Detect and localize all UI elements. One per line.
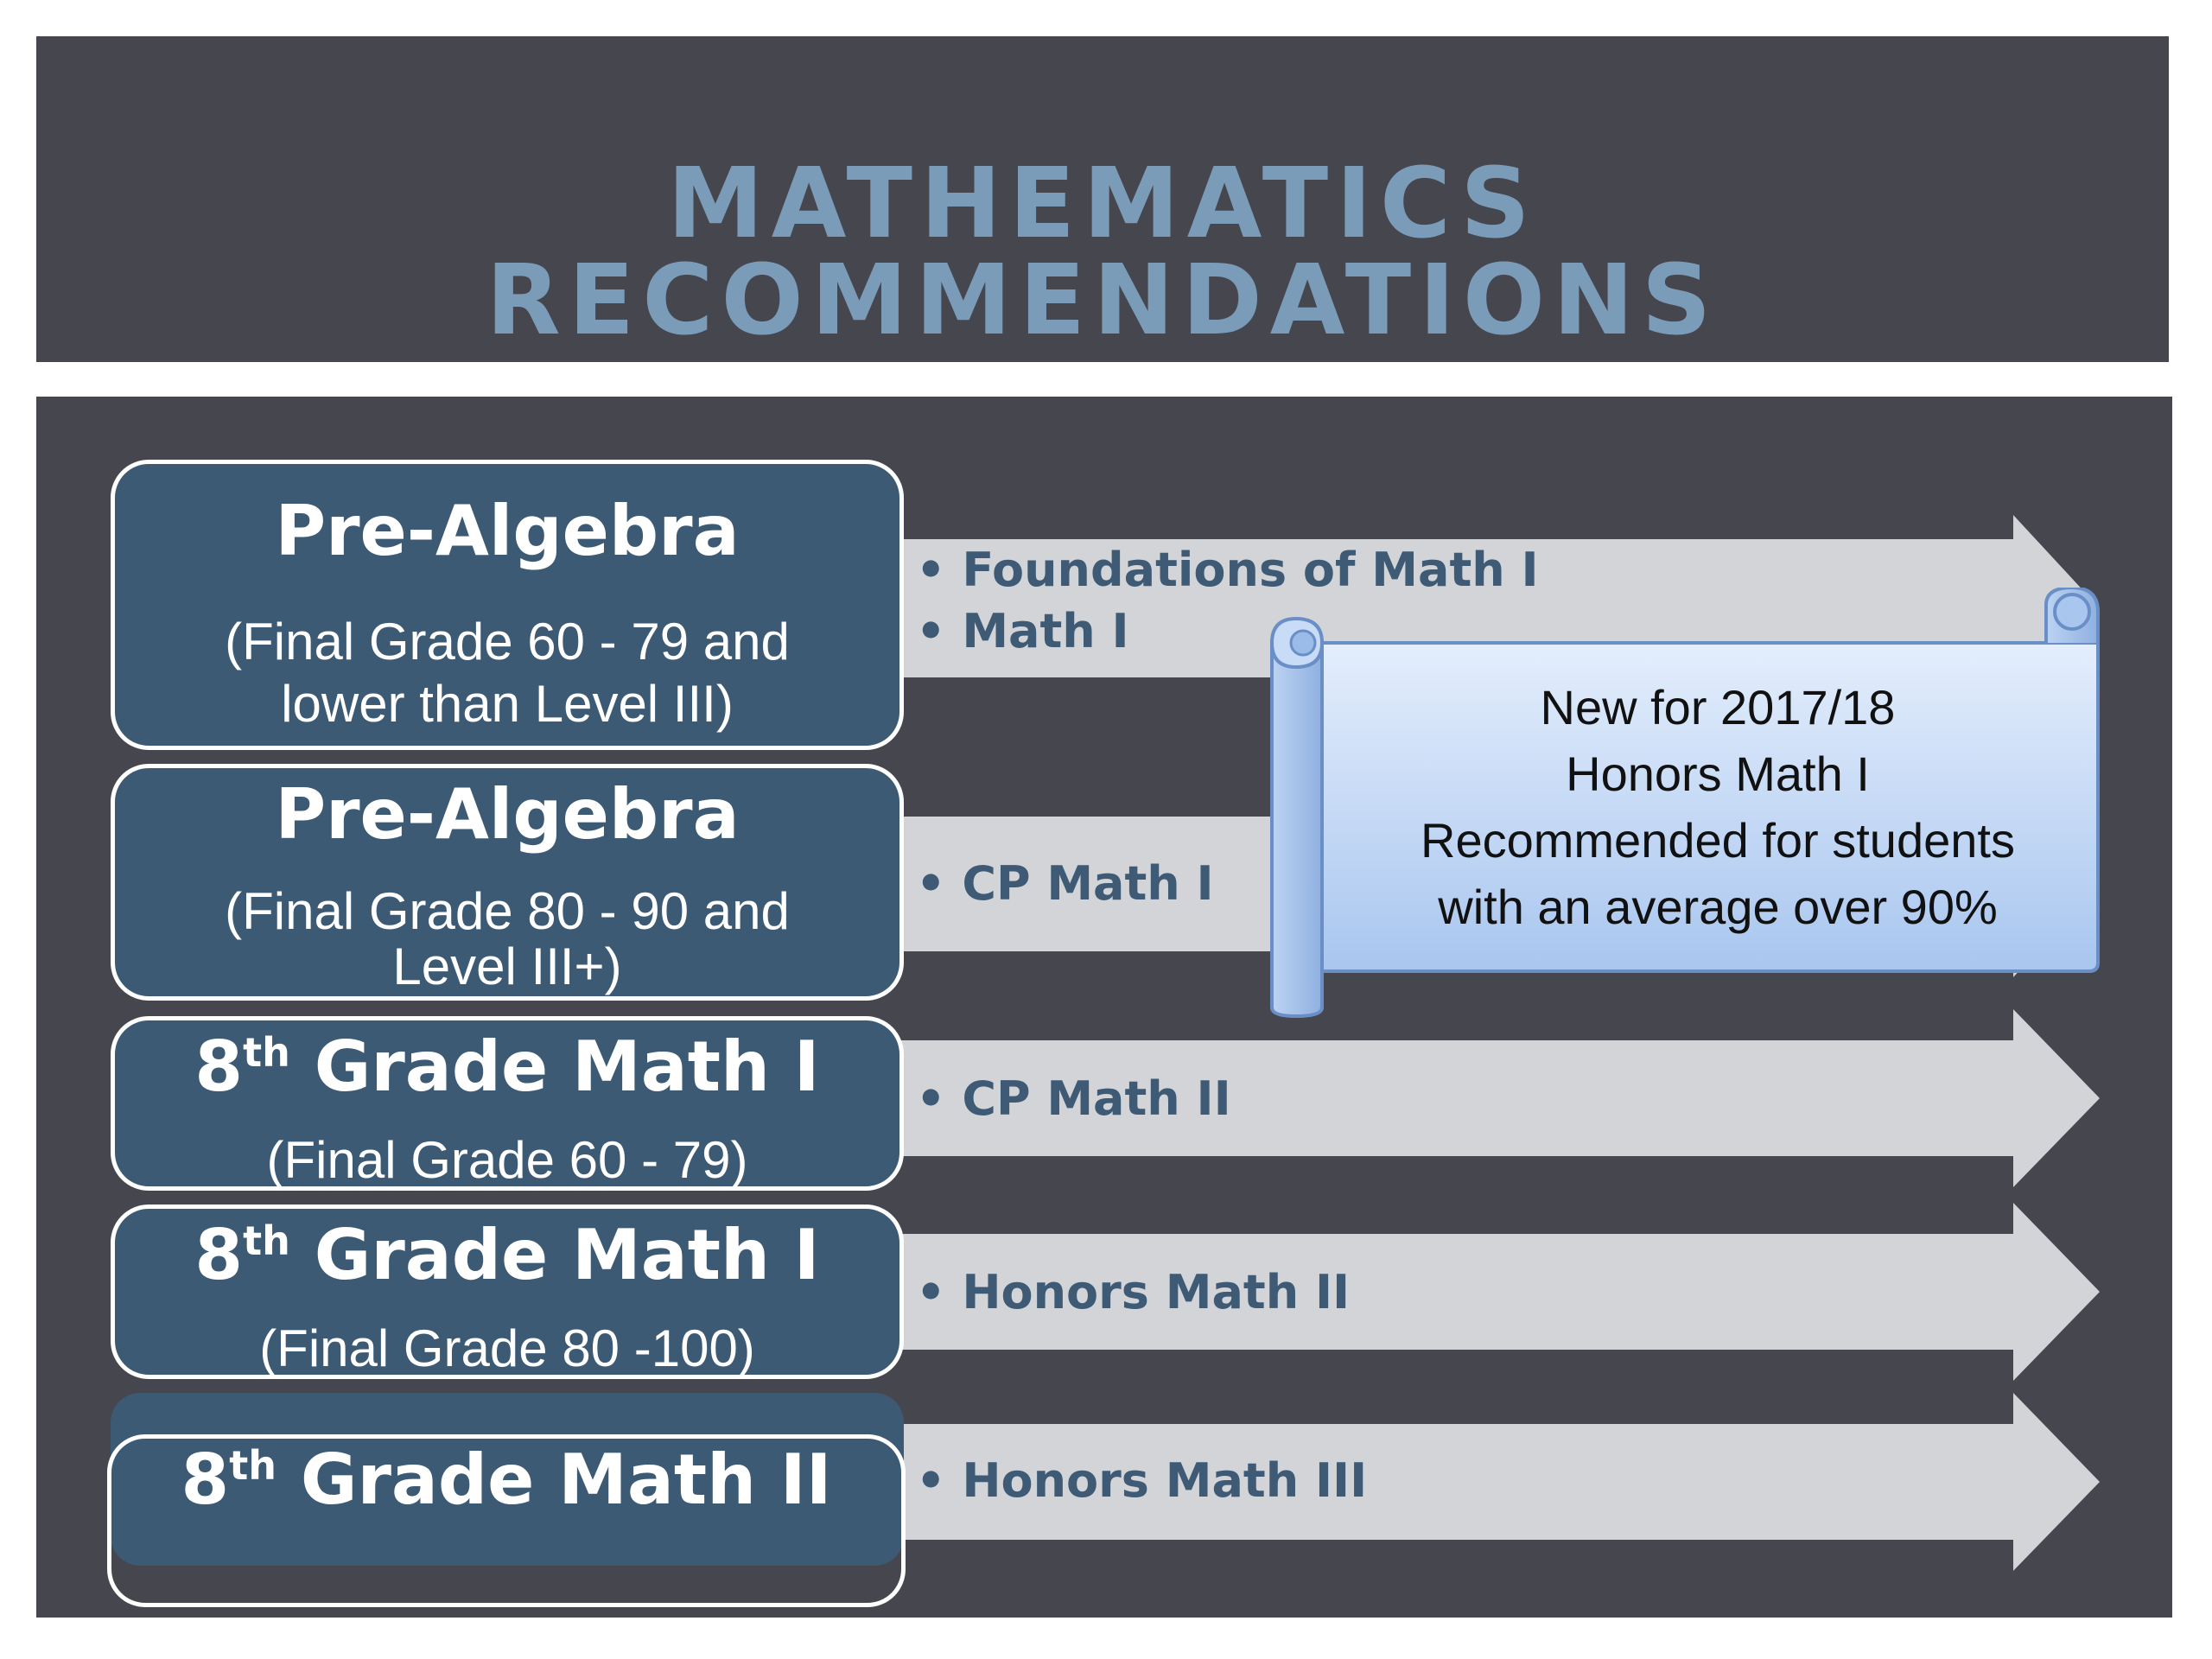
arrow-row-4 xyxy=(899,1203,2108,1381)
course-box-title: Pre-Algebra xyxy=(275,774,740,855)
course-box-pre-algebra-low xyxy=(111,460,904,750)
course-box-8th-math-1-low xyxy=(111,1016,904,1191)
callout-text xyxy=(1381,674,2055,940)
course-name: Grade Math II xyxy=(300,1440,832,1520)
course-box-title xyxy=(111,1440,901,1520)
course-box-title xyxy=(115,1027,899,1107)
arrow-item-cp-math-1: • CP Math I xyxy=(916,856,1214,911)
callout-line: with an average over 90% xyxy=(1438,880,1998,934)
grade-ordinal: 8 xyxy=(181,1440,230,1520)
course-name: Grade Math I xyxy=(314,1027,820,1107)
ordinal-suffix: th xyxy=(243,1029,290,1076)
grade-ordinal: 8 xyxy=(194,1027,244,1107)
course-box-8th-math-1-high xyxy=(111,1205,904,1379)
arrow-item-foundations-math-1: • Foundations of Math I xyxy=(916,543,1539,597)
course-box-criteria: (Final Grade 80 -100) xyxy=(259,1319,755,1377)
page-title: MATHEMATICS RECOMMENDATIONS xyxy=(486,148,1719,357)
callout-line: Recommended for students xyxy=(1421,813,2015,868)
course-name: Grade Math I xyxy=(314,1215,820,1295)
arrow-row-5 xyxy=(899,1393,2108,1571)
callout-line: New for 2017/18 xyxy=(1540,680,1896,734)
arrow-item-math-1: • Math I xyxy=(916,604,1129,658)
course-box-8th-math-2 xyxy=(107,1434,906,1607)
callout-scroll xyxy=(1268,588,2115,1024)
ordinal-suffix: th xyxy=(243,1217,290,1264)
course-box-title: Pre-Algebra xyxy=(275,491,740,571)
arrow-item-honors-math-2: • Honors Math II xyxy=(916,1265,1351,1319)
course-box-pre-algebra-high xyxy=(111,764,904,1001)
arrow-item-cp-math-2: • CP Math II xyxy=(916,1071,1231,1126)
title-banner xyxy=(36,36,2169,362)
callout-line: Honors Math I xyxy=(1566,747,1870,801)
arrow-item-honors-math-3: • Honors Math III xyxy=(916,1453,1368,1508)
ordinal-suffix: th xyxy=(229,1442,276,1489)
course-box-criteria: (Final Grade 60 - 79) xyxy=(266,1131,748,1189)
course-box-title xyxy=(115,1215,899,1295)
course-box-criteria: (Final Grade 80 - 90 and Level III+) xyxy=(225,882,790,995)
course-box-criteria: (Final Grade 60 - 79 and lower than Level III) xyxy=(225,613,790,733)
arrow-row-3 xyxy=(899,1009,2108,1187)
grade-ordinal: 8 xyxy=(194,1215,244,1295)
